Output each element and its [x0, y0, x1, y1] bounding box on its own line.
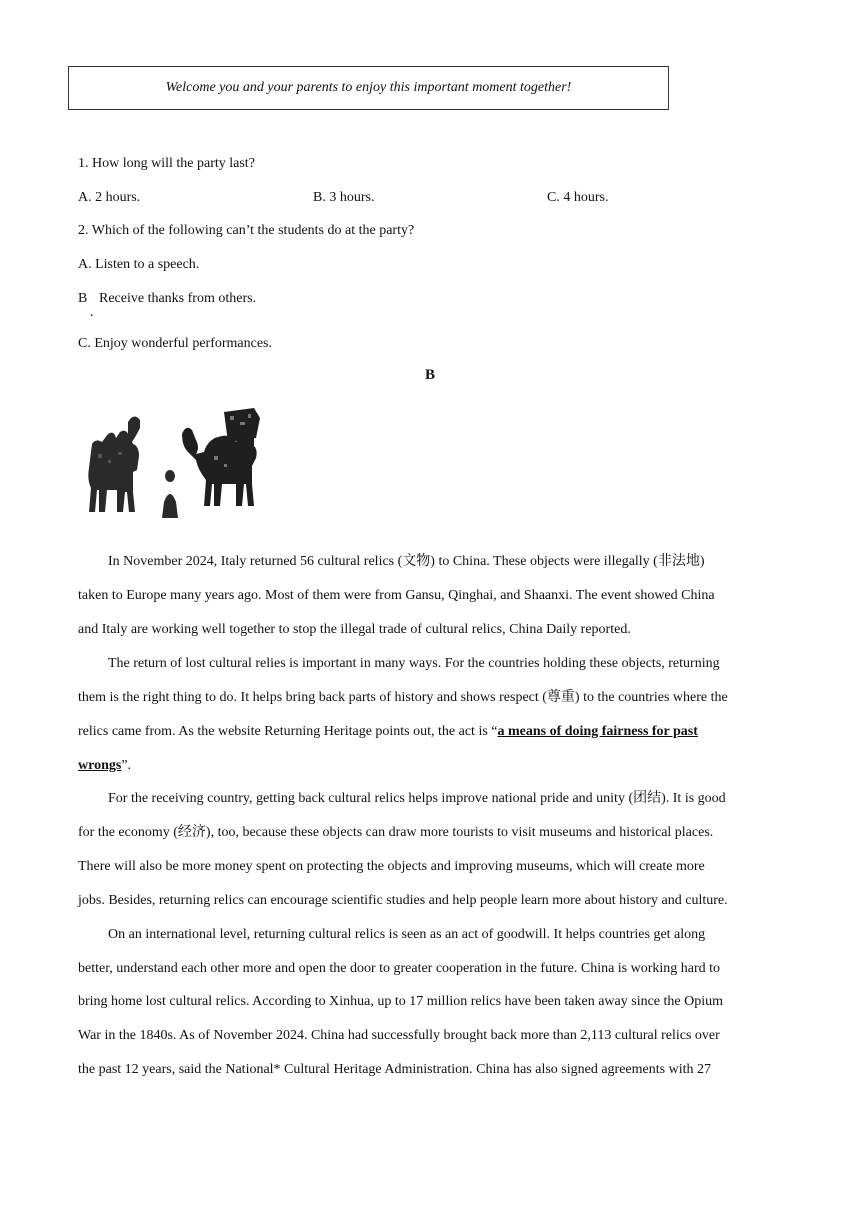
option-dot-mark: .: [90, 305, 94, 320]
question-2-option-c: C. Enjoy wonderful performances.: [78, 336, 272, 351]
question-1-option-a: A. 2 hours.: [78, 190, 141, 205]
passage-p4-line-5: the past 12 years, said the National* Cultural Heritage Administration. China has also signed agreements with 27: [78, 1062, 711, 1077]
passage-p3-line-1: For the receiving country, getting back cultural relics helps improve national pride and unity (团结). It is good: [108, 791, 726, 806]
passage-p2-line-1: The return of lost cultural relies is important in many ways. For the countries holding these objects, returning: [108, 656, 720, 671]
notice-box: [68, 66, 669, 110]
passage-p4-line-2: better, understand each other more and open the door to greater cooperation in the future. China is working hard to: [78, 961, 721, 976]
passage-p1-line-3: and Italy are working well together to stop the illegal trade of cultural relics, China Daily reported.: [78, 622, 631, 637]
passage-p2-line-3: [78, 723, 784, 741]
passage-p1-line-1: In November 2024, Italy returned 56 cultural relics (文物) to China. These objects were illegally (非法地): [108, 554, 705, 569]
question-2-option-a: A. Listen to a speech.: [78, 257, 200, 272]
notice-text: Welcome you and your parents to enjoy this important moment together!: [165, 80, 572, 95]
passage-p2-line-4-text: ”.: [121, 758, 132, 773]
passage-p4-line-4: War in the 1840s. As of November 2024. China had successfully brought back more than 2,113 cultural relics over: [78, 1028, 720, 1043]
question-2-option-b-letter: B: [78, 291, 88, 306]
question-2-prompt: 2. Which of the following can’t the students do at the party?: [78, 223, 415, 238]
camel-figurines-illustration: [84, 404, 262, 526]
passage-p1-line-2: taken to Europe many years ago. Most of them were from Gansu, Qinghai, and Shaanxi. The event showed China: [78, 588, 715, 603]
passage-p4-line-1: On an international level, returning cultural relics is seen as an act of goodwill. It helps countries get along: [108, 927, 706, 942]
underlined-phrase-part-2: wrongs: [78, 758, 122, 773]
passage-p3-line-4: jobs. Besides, returning relics can encourage scientific studies and help people learn more about history and culture.: [78, 893, 728, 908]
passage-p2-line-4: [78, 757, 784, 775]
passage-p2-line-2: them is the right thing to do. It helps bring back parts of history and shows respect (尊重) to the countries where the: [78, 690, 728, 705]
underlined-phrase-part-1: a means of doing fairness for past: [497, 724, 698, 739]
question-2-option-b-text: Receive thanks from others.: [99, 291, 257, 306]
question-1-option-c: C. 4 hours.: [547, 190, 609, 205]
question-1-prompt: 1. How long will the party last?: [78, 156, 255, 171]
passage-p3-line-3: There will also be more money spent on protecting the objects and improving museums, which will create more: [78, 859, 705, 874]
section-title: B: [424, 367, 435, 383]
passage-p4-line-3: bring home lost cultural relics. According to Xinhua, up to 17 million relics have been taken away since the Opium: [78, 994, 724, 1009]
question-1-option-b: B. 3 hours.: [313, 190, 375, 205]
passage-p2-line-3-text: relics came from. As the website Returning Heritage points out, the act is “: [78, 724, 498, 739]
passage-p3-line-2: for the economy (经济), too, because these objects can draw more tourists to visit museums and historical places.: [78, 825, 714, 840]
